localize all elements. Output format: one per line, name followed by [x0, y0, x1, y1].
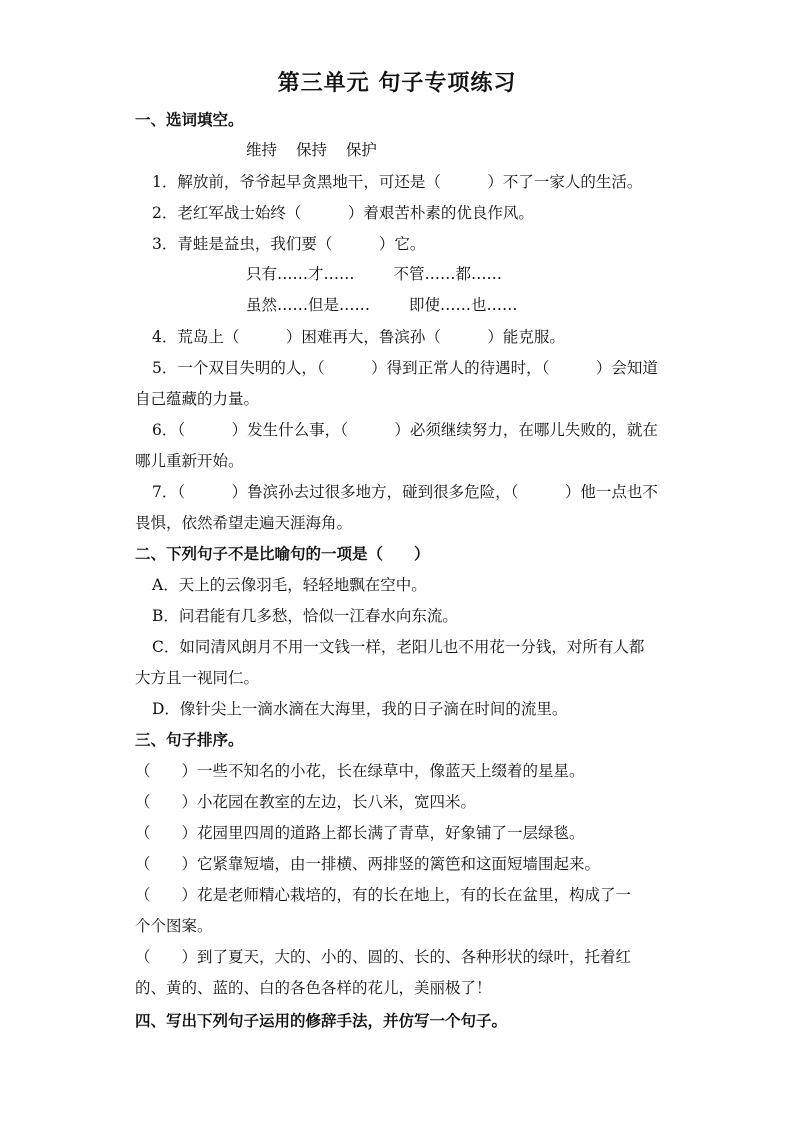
conjunction-pair: 即使……也……	[408, 296, 518, 314]
choice-d: D．像针尖上一滴水滴在大海里，我的日子滴在时间的流里。	[152, 700, 568, 718]
question-5-cont: 自己蕴藏的力量。	[135, 390, 260, 408]
conjunction-pairs-row2	[246, 295, 517, 315]
section3-heading: 三、句子排序。	[135, 731, 244, 749]
sentence-6-cont: 的、黄的、蓝的、白的各色各样的花儿，美丽极了！	[135, 979, 492, 997]
sentence-2: （ ）小花园在教室的左边，长八米，宽四米。	[135, 793, 477, 811]
sentence-5-cont: 个个图案。	[135, 917, 213, 935]
question-5: 5．一个双目失明的人，（ ）得到正常人的待遇时，（ ）会知道	[152, 359, 658, 377]
question-4: 4．荒岛上（ ）困难再大，鲁滨孙（ ）能克服。	[152, 328, 565, 346]
choice-b: B．问君能有几多愁，恰似一江春水向东流。	[152, 607, 458, 625]
sentence-5: （ ）花是老师精心栽培的，有的长在地上，有的长在盆里，构成了一	[135, 886, 632, 904]
section1-heading: 一、选词填空。	[135, 111, 244, 129]
word-options	[246, 140, 377, 160]
question-7-cont: 畏惧，依然希望走遍天涯海角。	[135, 514, 353, 532]
sentence-6: （ ）到了夏天，大的、小的、圆的、长的、各种形状的绿叶，托着红	[135, 948, 632, 966]
question-7: 7．（ ）鲁滨孙去过很多地方，碰到很多危险，（ ）他一点也不	[152, 483, 658, 501]
page-title: 第三单元 句子专项练习	[277, 70, 517, 96]
sentence-3: （ ）花园里四周的道路上都长满了青草，好象铺了一层绿毯。	[135, 824, 585, 842]
conjunction-pairs-row1	[246, 264, 502, 284]
word-option: 保持	[295, 141, 327, 159]
sentence-1: （ ）一些不知名的小花，长在绿草中，像蓝天上缀着的星星。	[135, 762, 585, 780]
question-3: 3．青蛙是益虫，我们要（ ）它。	[152, 235, 426, 253]
conjunction-pair: 虽然……但是……	[246, 296, 371, 314]
question-1: 1．解放前，爷爷起早贪黑地干，可还是（ ）不了一家人的生活。	[152, 173, 643, 191]
section2-heading: 二、下列句子不是比喻句的一项是（ ）	[135, 545, 430, 563]
choice-a: A．天上的云像羽毛，轻轻地飘在空中。	[152, 576, 427, 594]
conjunction-pair: 不管……都……	[393, 265, 502, 283]
word-option: 保护	[345, 141, 377, 159]
choice-c: C．如同清风朗月不用一文钱一样，老阳儿也不用花一分钱，对所有人都	[152, 638, 645, 656]
choice-c-cont: 大方且一视同仁。	[135, 669, 260, 687]
sentence-4: （ ）它紧靠短墙，由一排横、两排竖的篱笆和这面短墙围起来。	[135, 855, 601, 873]
section4-heading: 四、写出下列句子运用的修辞手法，并仿写一个句子。	[135, 1012, 508, 1030]
question-6-cont: 哪儿重新开始。	[135, 452, 244, 470]
conjunction-pair: 只有……才……	[246, 265, 355, 283]
question-2: 2．老红军战士始终（ ）着艰苦朴素的优良作风。	[152, 204, 534, 222]
word-option: 维持	[246, 141, 278, 159]
question-6: 6．（ ）发生什么事，（ ）必须继续努力，在哪儿失败的，就在	[152, 421, 658, 439]
